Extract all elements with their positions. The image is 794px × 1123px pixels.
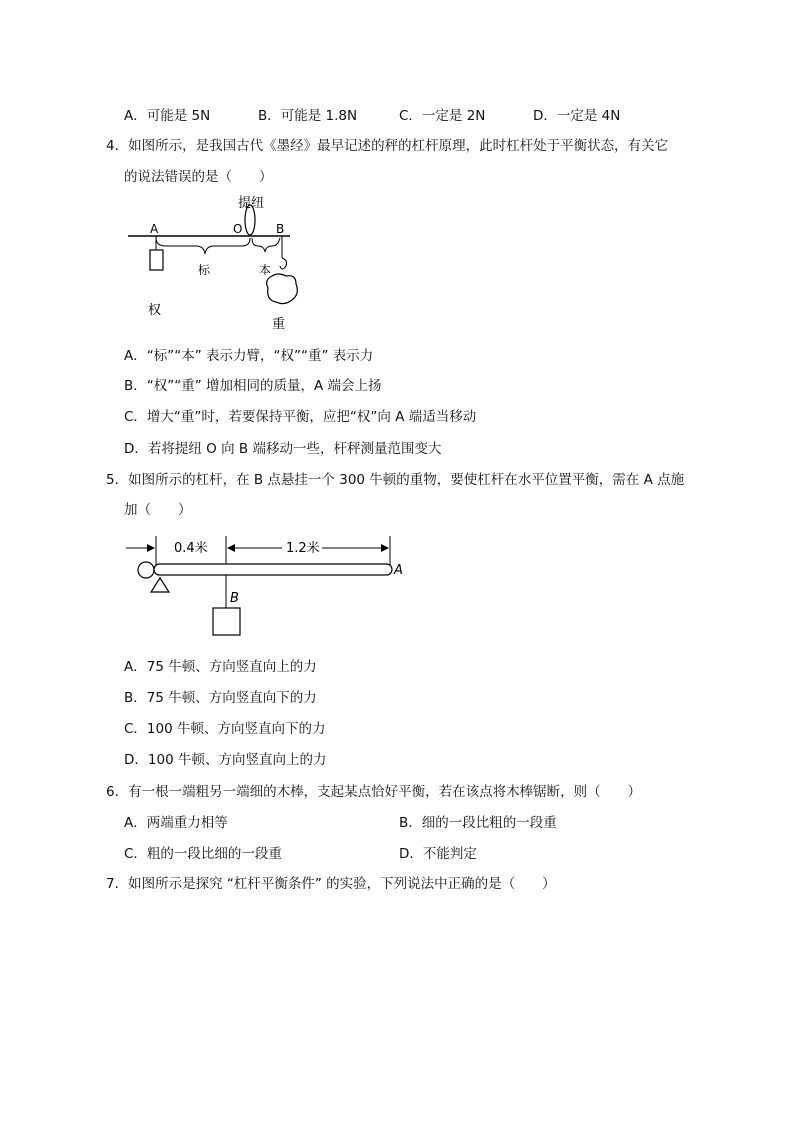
biao-brace — [156, 238, 250, 254]
q6-option-a: A．两端重力相等 — [124, 815, 228, 831]
q6-option-d: D．不能判定 — [399, 846, 477, 862]
q3-option-d: D．一定是 4N — [533, 108, 621, 124]
label-ben: 本 — [259, 263, 272, 277]
q5-option-d: D．100 牛顿、方向竖直向上的力 — [124, 752, 327, 768]
label-o: O — [233, 222, 243, 236]
label-right-length: 1.2米 — [286, 541, 320, 556]
q3-option-a: A．可能是 5N — [124, 108, 211, 124]
q4-option-a: A．“标”“本” 表示力臂，“权”“重” 表示力 — [124, 348, 374, 364]
label-quan: 权 — [148, 303, 162, 318]
label-tiniu: 提纽 — [238, 196, 265, 211]
q4-steelyard-figure — [120, 188, 320, 333]
q3-option-b: B．可能是 1.8N — [258, 108, 358, 124]
q5-stem-line2: 加（ ） — [124, 502, 192, 518]
fulcrum-triangle — [151, 578, 169, 592]
pivot-circle — [138, 562, 154, 578]
zhong-object — [267, 274, 298, 304]
q6-option-c: C．粗的一段比细的一段重 — [124, 846, 282, 862]
q3-option-c: C．一定是 2N — [399, 108, 486, 124]
label-b: B — [276, 222, 285, 236]
q5-lever-figure — [122, 528, 412, 640]
q5-option-a: A．75 牛顿、方向竖直向上的力 — [124, 659, 317, 675]
label-left-length: 0.4米 — [174, 541, 208, 556]
label-biao: 标 — [198, 263, 211, 277]
label-a: A — [150, 222, 159, 236]
label-b: B — [230, 591, 239, 606]
hook — [280, 258, 287, 269]
q4-option-c: C．增大“重”时，若要保持平衡，应把“权”向 A 端适当移动 — [124, 409, 477, 425]
ben-brace — [252, 238, 280, 252]
q4-stem-line1: 4．如图所示，是我国古代《墨经》最早记述的秤的杠杆原理，此时杠杆处于平衡状态，有关它 — [106, 138, 669, 154]
q5-stem-line1: 5．如图所示的杠杆，在 B 点悬挂一个 300 牛顿的重物，要使杠杆在水平位置平衡，需在 A 点施 — [106, 472, 685, 488]
q6-stem: 6．有一根一端粗另一端细的木棒，支起某点恰好平衡，若在该点将木棒锯断，则（ ） — [106, 784, 642, 800]
q6-option-b: B．细的一段比粗的一段重 — [399, 815, 557, 831]
quan-weight — [150, 250, 163, 270]
hanging-weight — [213, 608, 240, 635]
label-a: A — [394, 563, 403, 578]
q4-option-b: B．“权”“重” 增加相同的质量，A 端会上扬 — [124, 378, 382, 394]
q4-option-d: D．若将提纽 O 向 B 端移动一些，杆秤测量范围变大 — [124, 441, 442, 457]
label-zhong: 重 — [272, 317, 286, 332]
lever-rod — [154, 564, 392, 575]
q7-stem: 7．如图所示是探究 “杠杆平衡条件” 的实验，下列说法中正确的是（ ） — [106, 876, 556, 892]
q5-option-b: B．75 牛顿、方向竖直向下的力 — [124, 690, 317, 706]
q4-stem-line2: 的说法错误的是（ ） — [124, 169, 273, 185]
q5-option-c: C．100 牛顿、方向竖直向下的力 — [124, 721, 326, 737]
